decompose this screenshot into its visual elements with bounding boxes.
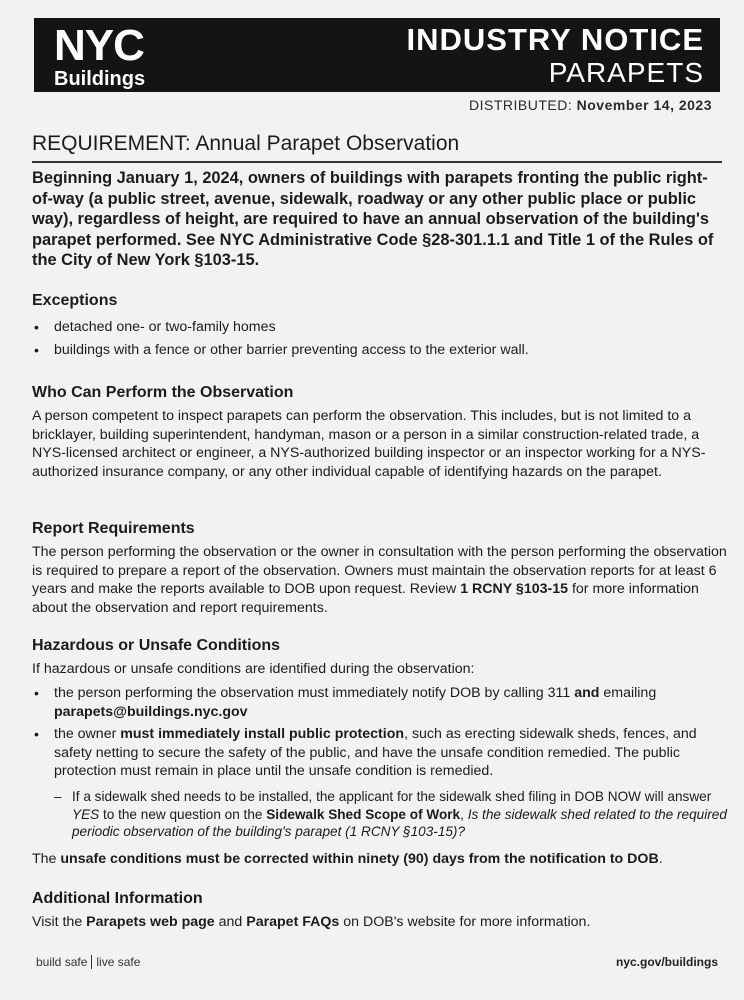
- notice-subtitle: PARAPETS: [548, 57, 704, 88]
- report-heading: Report Requirements: [32, 520, 195, 537]
- list-item: [32, 725, 722, 781]
- parapet-faqs-link[interactable]: Parapet FAQs: [246, 914, 340, 930]
- requirement-title: REQUIREMENT: Annual Parapet Observation: [32, 130, 722, 163]
- hazard-heading: Hazardous or Unsafe Conditions: [32, 637, 281, 654]
- report-paragraph: [32, 543, 728, 617]
- sub-question: Is the sidewalk shed related to the required periodic observation of the building's parapet (1 RCNY §103-15)?: [72, 806, 727, 839]
- footer-live-safe: live safe: [96, 955, 141, 969]
- who-heading: Who Can Perform the Observation: [32, 384, 294, 401]
- sub-text-c: ,: [460, 806, 468, 822]
- nyc-buildings-logo: [54, 21, 184, 90]
- distributed-value: November 14, 2023: [576, 97, 712, 113]
- sub-text-a: If a sidewalk shed needs to be installed, the applicant for the sidewalk shed filing in DOB NOW will answer: [72, 789, 712, 804]
- additional-paragraph: [32, 913, 728, 932]
- sub-yes: YES: [72, 806, 100, 822]
- distributed-label: DISTRIBUTED:: [469, 97, 573, 113]
- additional-heading: Additional Information: [32, 890, 203, 907]
- additional-text-b: and: [214, 914, 247, 930]
- hazard-b1-text-b: emailing: [599, 685, 657, 701]
- sub-scope-of-work: Sidewalk Shed Scope of Work: [266, 806, 461, 822]
- distributed-date: [469, 97, 712, 113]
- closing-text-a: The: [32, 851, 61, 867]
- footer-tagline: [36, 955, 140, 969]
- hazard-b2-bold: must immediately install public protection: [120, 726, 405, 743]
- footer-website-link[interactable]: nyc.gov/buildings: [615, 955, 718, 969]
- hazard-b1-text: the person performing the observation must immediately notify DOB by calling 311: [54, 685, 575, 701]
- hazard-closing: [32, 850, 728, 869]
- hazard-b2-text-a: the owner: [54, 726, 121, 743]
- intro-paragraph: Beginning January 1, 2024, owners of buildings with parapets fronting the public right-of-way (a public street, avenue, sidewalk, roadway or any other public place or public way), regardless of height, are required to have an annual observation of the building's parapet performed. See NYC Administrative Code §28-301.1.1 and Title 1 of the Rules of the City of New York §103-15.: [32, 169, 714, 269]
- notice-header: [34, 18, 720, 92]
- list-item: • detached one- or two-family homes: [32, 318, 722, 337]
- hazard-list: [32, 684, 722, 785]
- additional-text-c: on DOB's website for more information.: [339, 914, 591, 930]
- closing-bold: unsafe conditions must be corrected within ninety (90) days from the notification to DOB: [60, 851, 659, 867]
- list-item: • buildings with a fence or other barrier preventing access to the exterior wall.: [32, 341, 722, 360]
- exceptions-heading: Exceptions: [32, 292, 118, 309]
- report-text-b: for more information about the observation and report requirements.: [32, 581, 699, 616]
- notice-title: INDUSTRY NOTICE: [406, 22, 704, 57]
- hazard-b1-and: and: [574, 685, 600, 701]
- hazard-intro: If hazardous or unsafe conditions are identified during the observation:: [32, 661, 475, 677]
- list-item: [32, 684, 722, 721]
- footer-divider: [91, 955, 92, 969]
- sidewalk-shed-subitem: [54, 788, 742, 841]
- report-text-a: The person performing the observation or the owner in consultation with the person performing the observation is required to prepare a report of the observation. Owners must maintain the observation reports for at least 6 years and make the reports available to DOB upon request. Review: [32, 544, 727, 598]
- dash-bullet: –: [54, 789, 62, 804]
- logo-nyc-text: NYC: [54, 21, 144, 70]
- parapets-email-link[interactable]: parapets@buildings.nyc.gov: [54, 703, 248, 720]
- additional-text-a: Visit the: [32, 914, 87, 930]
- footer-build-safe: build safe: [36, 955, 88, 969]
- rcny-reference-link[interactable]: 1 RCNY §103-15: [460, 581, 569, 598]
- closing-text-b: .: [658, 851, 663, 867]
- parapets-web-page-link[interactable]: Parapets web page: [86, 914, 215, 930]
- sub-text-b: to the new question on the: [99, 806, 267, 822]
- hazard-b2-text-b: , such as erecting sidewalk sheds, fences, and safety netting to secure the safety of the public, and have the unsafe condition remedied. The public protection must remain in place until the unsafe condition is remedied.: [54, 726, 697, 780]
- who-paragraph: A person competent to inspect parapets can perform the observation. This includes, but is not limited to a bricklayer, building superintendent, handyman, mason or a person in a similar construction-related trade, a NYS-licensed architect or engineer, a NYS-authorized building inspector or an inspector working for a NYS-authorized insurance company, or any other individual capable of identifying hazards on the parapet.: [32, 408, 706, 480]
- logo-buildings-text: Buildings: [54, 68, 146, 90]
- exceptions-list: [32, 318, 722, 363]
